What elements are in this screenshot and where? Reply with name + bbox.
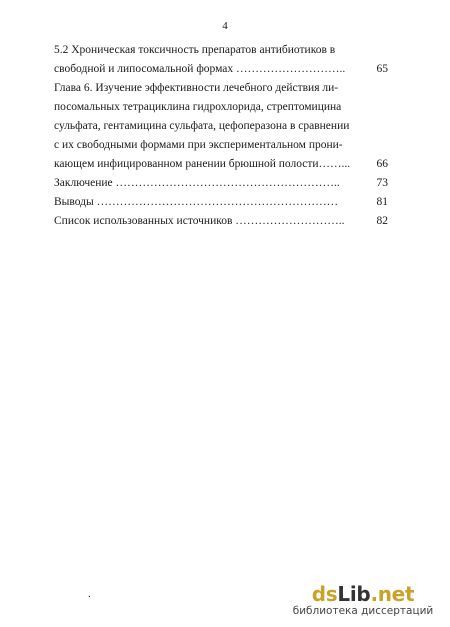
watermark-logo-ds: ds [311, 582, 338, 606]
toc-entry-text-line: Заключение ………………………………………………….. [54, 177, 340, 189]
toc-entry-text-line: 5.2 Хроническая токсичность препаратов антибиотиков в [54, 44, 336, 56]
watermark-logo-net: .net [370, 582, 415, 606]
toc-entry-page-number: 66 [376, 158, 388, 170]
stray-dot-mark: . [88, 588, 91, 600]
toc-entry-conclusion [54, 174, 388, 193]
toc-entry-text-line: посомальных тетрациклина гидрохлорида, стрептомицина [54, 101, 342, 113]
toc-entry-5-2 [54, 41, 388, 79]
toc-entry-text-line: свободной и липосомальной формах ……………………….. [54, 63, 346, 75]
toc-entry-text-line: Глава 6. Изучение эффективности лечебного действия ли- [54, 82, 339, 94]
watermark-subtitle: библиотека диссертаций [292, 605, 434, 617]
toc-entry-text-line: сульфата, гентамицина сульфата, цефоперазона в сравнении [54, 120, 350, 132]
toc-entry-page-number: 81 [376, 196, 388, 208]
page-number: 4 [222, 20, 228, 32]
toc-entry-text-line: кающем инфицированном ранении брюшной полости……... [54, 158, 351, 170]
toc-entry-page-number: 73 [376, 177, 388, 189]
dslib-watermark [283, 583, 443, 618]
toc-entry-references [54, 212, 388, 231]
toc-entry-text-line: Список использованных источников ……………………….. [54, 215, 345, 227]
watermark-logo [283, 583, 443, 605]
watermark-logo-lib: Lib [337, 582, 371, 606]
toc-entry-findings [54, 193, 388, 212]
table-of-contents [54, 41, 388, 231]
toc-entry-page-number: 82 [376, 215, 388, 227]
toc-entry-chapter-6 [54, 79, 388, 174]
toc-entry-text-line: с их свободными формами при экспериментальном прони- [54, 139, 343, 151]
toc-entry-page-number: 65 [376, 63, 388, 75]
toc-entry-text-line: Выводы ……………………………………………………… [54, 196, 339, 208]
